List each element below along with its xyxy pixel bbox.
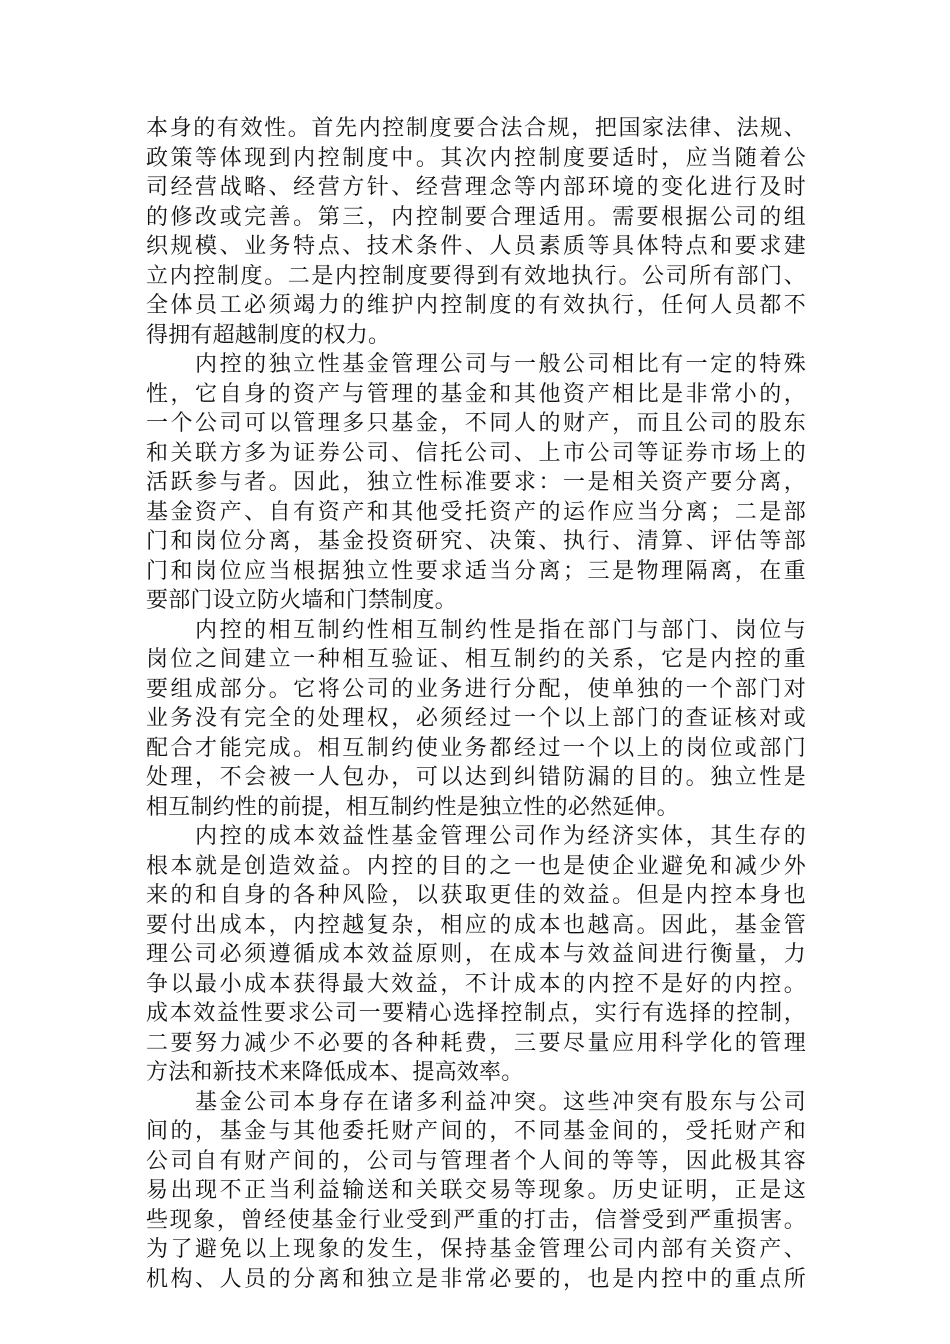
text-line: 和关联方多为证券公司、信托公司、上市公司等证券市场上的 [146,440,806,466]
text-line: 二要努力减少不必要的各种耗费，三要尽量应用科学化的管理 [146,1030,806,1056]
text-line: 处理，不会被一人包办，可以达到纠错防漏的目的。独立性是 [146,765,806,790]
text-line: 易出现不正当利益输送和关联交易等现象。历史证明，正是这 [146,1178,806,1203]
text-line: 基金公司本身存在诸多利益冲突。这些冲突有股东与公司 [146,1089,806,1115]
paragraph-3 [146,616,806,823]
text-line: 门和岗位应当根据独立性要求适当分离；三是物理隔离，在重 [146,558,806,584]
paragraph-4 [146,822,806,1088]
text-line: 机构、人员的分离和独立是非常必要的，也是内控中的重点所 [146,1266,806,1292]
text-line: 内控的独立性基金管理公司与一般公司相比有一定的特殊 [146,352,806,377]
text-line: 来的和自身的各种风险，以获取更佳的效益。但是内控本身也 [146,883,806,908]
text-line: 基金资产、自有资产和其他受托资产的运作应当分离；二是部 [146,499,806,525]
text-line: 根本就是创造效益。内控的目的之一也是使企业避免和减少外 [146,853,806,879]
text-line: 本身的有效性。首先内控制度要合法合规，把国家法律、法规、 [146,116,806,141]
paragraph-1 [146,114,806,350]
text-line: 相互制约性的前提，相互制约性是独立性的必然延伸。 [146,794,679,820]
text-line: 争以最小成本获得最大效益，不计成本的内控不是好的内控。 [146,971,806,997]
paragraph-5 [146,1088,806,1295]
text-line: 一个公司可以管理多只基金，不同人的财产，而且公司的股东 [146,411,806,436]
text-line: 些现象，曾经使基金行业受到严重的打击，信誉受到严重损害。 [146,1207,806,1233]
text-line: 业务没有完全的处理权，必须经过一个以上部门的查证核对或 [146,706,806,731]
text-line: 立内控制度。二是内控制度要得到有效地执行。公司所有部门、 [146,263,806,289]
text-line: 要组成部分。它将公司的业务进行分配，使单独的一个部门对 [146,676,806,702]
text-line: 内控的成本效益性基金管理公司作为经济实体，其生存的 [146,824,806,849]
text-line: 门和岗位分离，基金投资研究、决策、执行、清算、评估等部 [146,529,806,554]
text-line: 的修改或完善。第三，内控制要合理适用。需要根据公司的组 [146,204,806,230]
text-line: 岗位之间建立一种相互验证、相互制约的关系，它是内控的重 [146,647,806,672]
text-line: 政策等体现到内控制度中。其次内控制度要适时，应当随着公 [146,145,806,171]
text-line: 内控的相互制约性相互制约性是指在部门与部门、岗位与 [146,617,806,643]
text-line: 成本效益性要求公司一要精心选择控制点，实行有选择的控制， [146,1001,806,1026]
text-line: 间的，基金与其他委托财产间的，不同基金间的，受托财产和 [146,1119,806,1144]
text-line: 得拥有超越制度的权力。 [146,322,391,348]
text-line: 公司自有财产间的，公司与管理者个人间的等等，因此极其容 [146,1148,806,1174]
text-line: 要部门设立防火墙和门禁制度。 [146,588,457,613]
paragraph-2 [146,350,806,616]
text-line: 活跃参与者。因此，独立性标准要求：一是相关资产要分离， [146,470,806,495]
text-line: 方法和新技术来降低成本、提高效率。 [146,1060,524,1085]
text-line: 全体员工必须竭力的维护内控制度的有效执行，任何人员都不 [146,293,806,318]
text-line: 为了避免以上现象的发生，保持基金管理公司内部有关资产、 [146,1237,806,1262]
text-line: 理公司必须遵循成本效益原则，在成本与效益间进行衡量，力 [146,942,806,967]
text-line: 配合才能完成。相互制约使业务都经过一个以上的岗位或部门 [146,735,806,761]
text-line: 性，它自身的资产与管理的基金和其他资产相比是非常小的， [146,381,806,407]
text-line: 织规模、业务特点、技术条件、人员素质等具体特点和要求建 [146,234,806,259]
text-line: 司经营战略、经营方针、经营理念等内部环境的变化进行及时 [146,175,806,200]
text-line: 要付出成本，内控越复杂，相应的成本也越高。因此，基金管 [146,912,806,938]
body-text [146,114,806,1294]
